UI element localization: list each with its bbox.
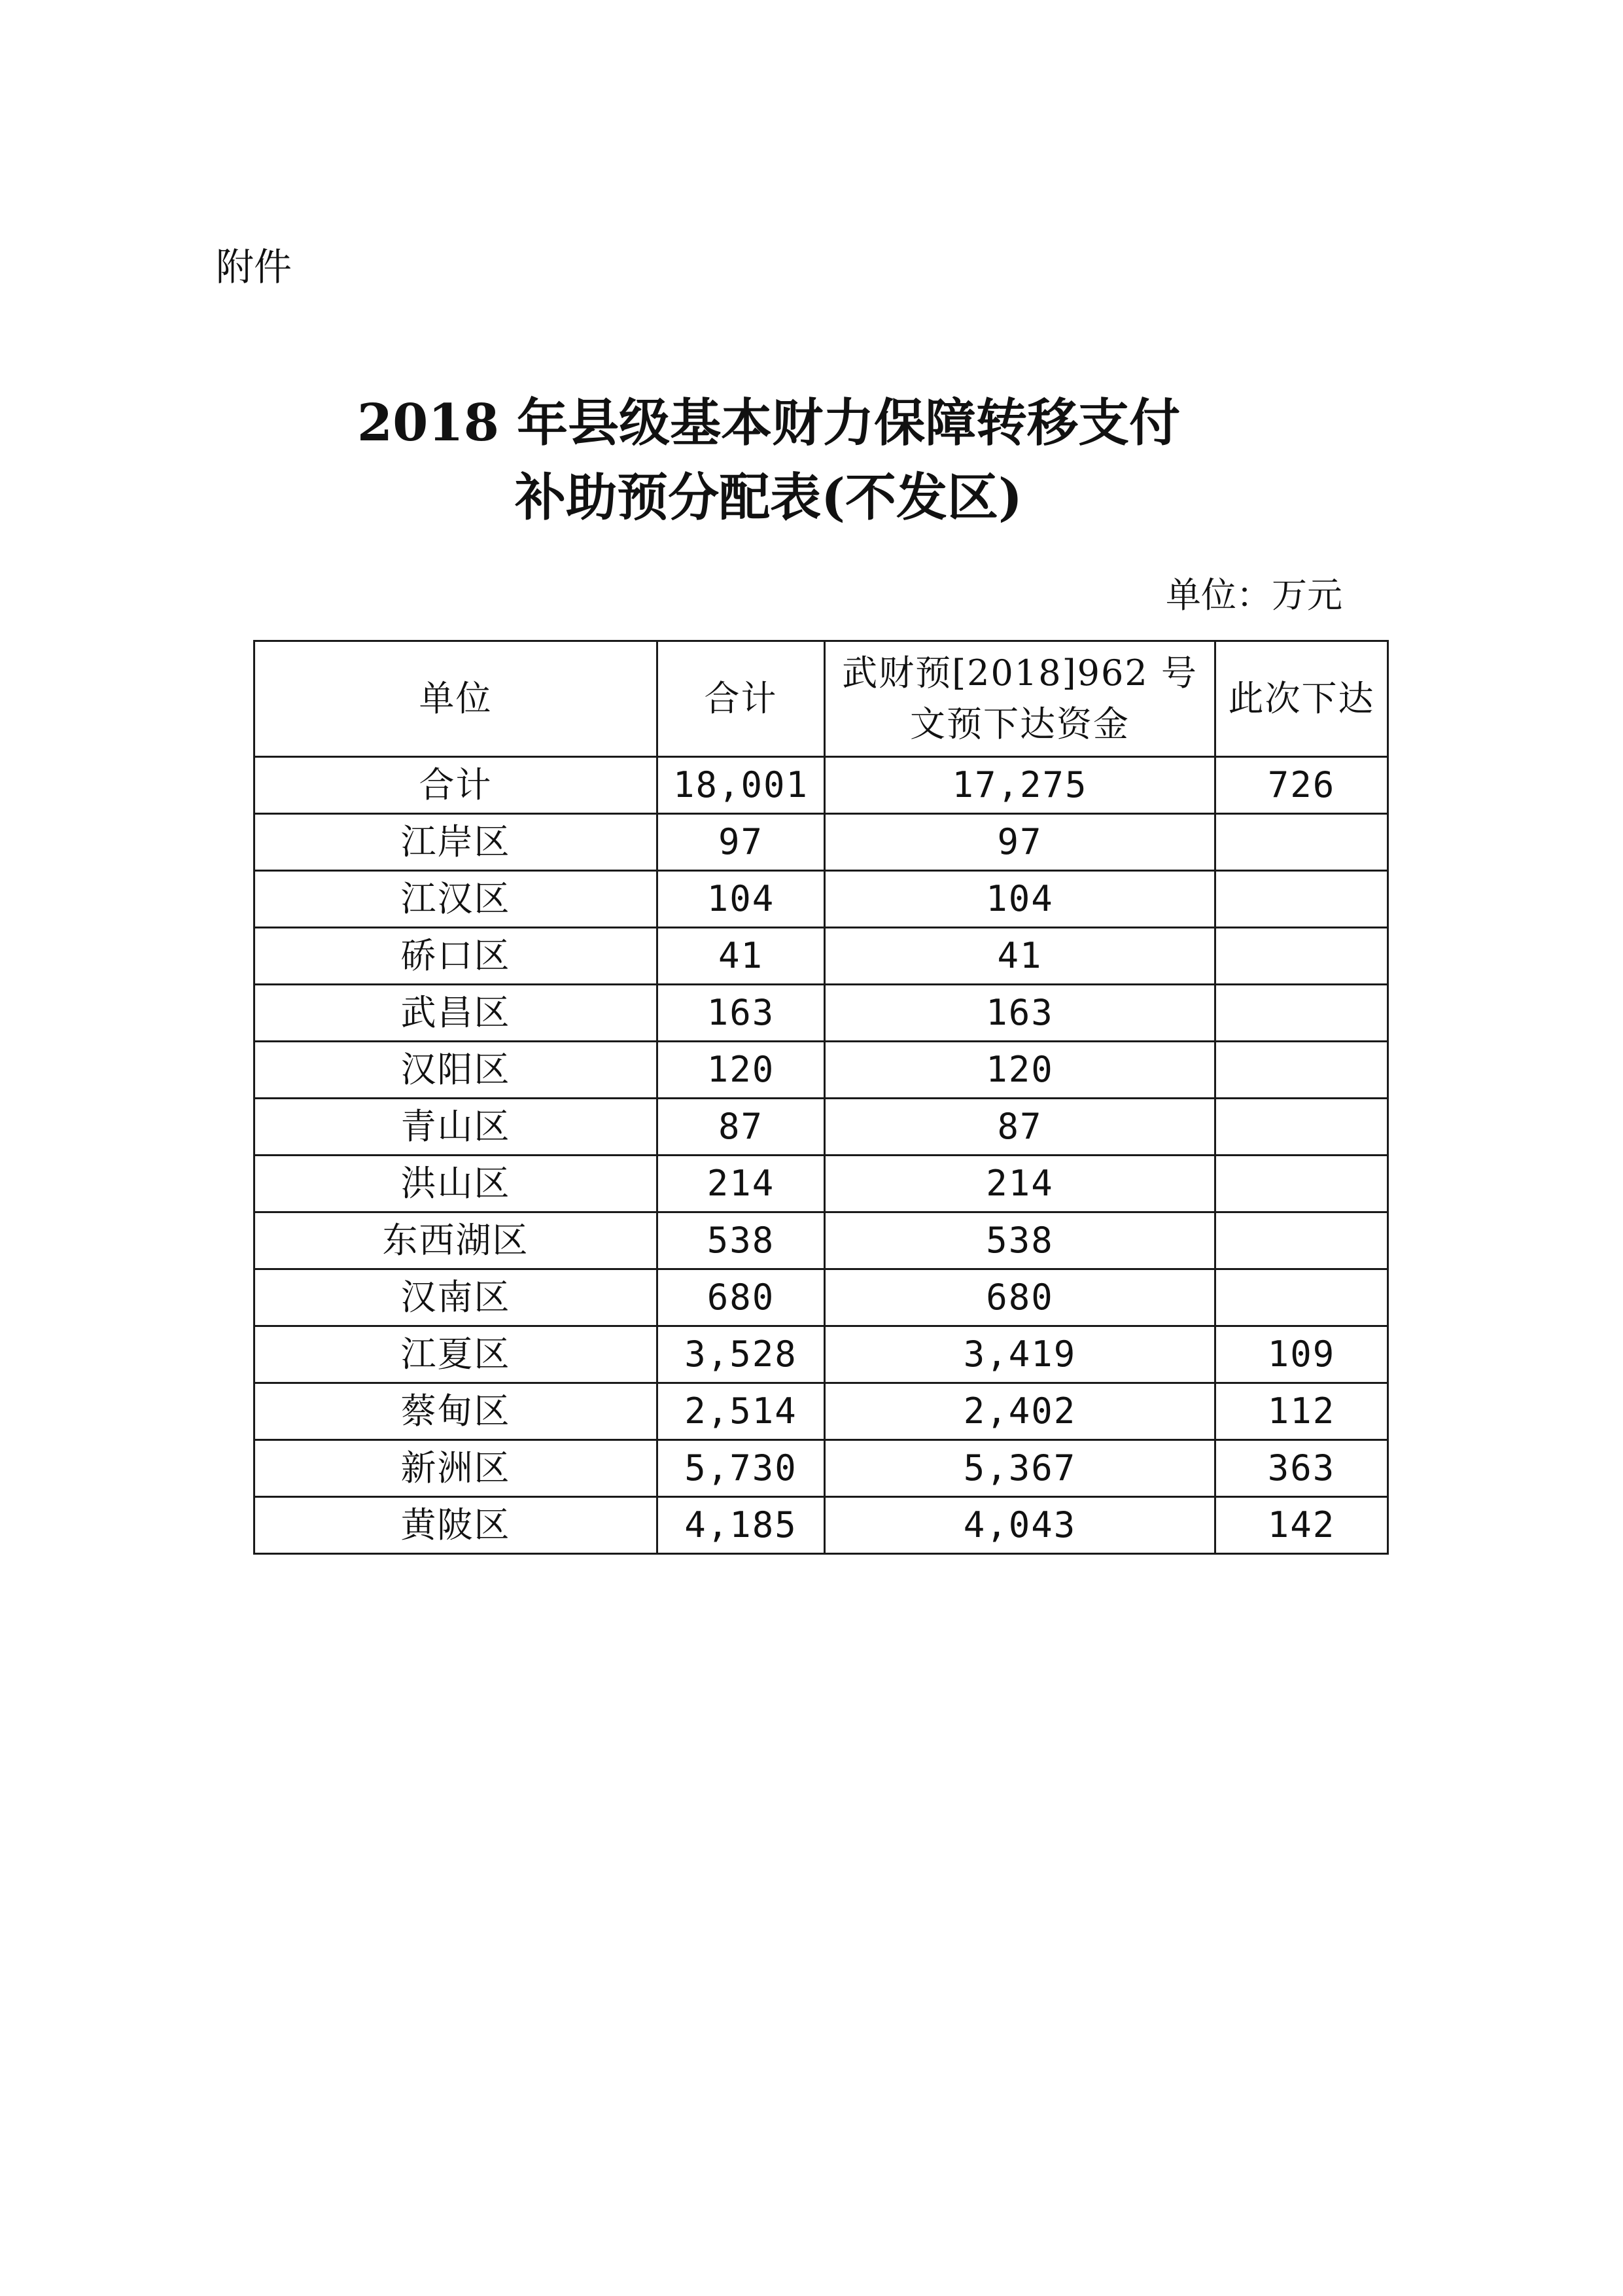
cell-pre-allocated: 41 bbox=[825, 928, 1215, 985]
cell-unit: 青山区 bbox=[254, 1099, 657, 1156]
cell-this-allocation bbox=[1215, 814, 1388, 871]
table-row bbox=[254, 1383, 1388, 1440]
cell-this-allocation: 112 bbox=[1215, 1383, 1388, 1440]
cell-this-allocation bbox=[1215, 1269, 1388, 1326]
cell-unit: 蔡甸区 bbox=[254, 1383, 657, 1440]
title-line-1: 2018 年县级基本财力保障转移支付 bbox=[357, 393, 1181, 453]
cell-pre-allocated: 104 bbox=[825, 871, 1215, 928]
unit-label: 单位：万元 bbox=[1166, 574, 1342, 616]
header-pre-allocated: 武财预[2018]962 号文预下达资金 bbox=[825, 641, 1215, 757]
cell-this-allocation: 142 bbox=[1215, 1497, 1388, 1554]
cell-total: 3,528 bbox=[657, 1326, 825, 1383]
cell-unit: 江岸区 bbox=[254, 814, 657, 871]
cell-unit: 硚口区 bbox=[254, 928, 657, 985]
table-row bbox=[254, 1497, 1388, 1554]
cell-this-allocation bbox=[1215, 928, 1388, 985]
cell-total: 163 bbox=[657, 985, 825, 1042]
cell-total: 4,185 bbox=[657, 1497, 825, 1554]
title-line-2: 补助预分配表(不发区) bbox=[515, 468, 1022, 527]
cell-pre-allocated: 5,367 bbox=[825, 1440, 1215, 1497]
cell-unit: 合计 bbox=[254, 757, 657, 814]
cell-pre-allocated: 17,275 bbox=[825, 757, 1215, 814]
cell-total: 120 bbox=[657, 1042, 825, 1099]
header-unit: 单位 bbox=[254, 641, 657, 757]
cell-pre-allocated: 97 bbox=[825, 814, 1215, 871]
cell-total: 104 bbox=[657, 871, 825, 928]
cell-unit: 汉阳区 bbox=[254, 1042, 657, 1099]
document-title bbox=[249, 386, 1289, 535]
cell-pre-allocated: 4,043 bbox=[825, 1497, 1215, 1554]
cell-unit: 新洲区 bbox=[254, 1440, 657, 1497]
table-header bbox=[254, 641, 1388, 757]
cell-pre-allocated: 163 bbox=[825, 985, 1215, 1042]
cell-this-allocation: 726 bbox=[1215, 757, 1388, 814]
cell-pre-allocated: 680 bbox=[825, 1269, 1215, 1326]
cell-total: 5,730 bbox=[657, 1440, 825, 1497]
cell-pre-allocated: 120 bbox=[825, 1042, 1215, 1099]
cell-unit: 江夏区 bbox=[254, 1326, 657, 1383]
cell-total: 18,001 bbox=[657, 757, 825, 814]
table-row bbox=[254, 1269, 1388, 1326]
cell-total: 680 bbox=[657, 1269, 825, 1326]
cell-total: 97 bbox=[657, 814, 825, 871]
table-row bbox=[254, 871, 1388, 928]
cell-this-allocation: 363 bbox=[1215, 1440, 1388, 1497]
cell-this-allocation bbox=[1215, 985, 1388, 1042]
cell-this-allocation bbox=[1215, 1156, 1388, 1212]
cell-total: 41 bbox=[657, 928, 825, 985]
table-row bbox=[254, 1326, 1388, 1383]
header-this-allocation: 此次下达 bbox=[1215, 641, 1388, 757]
table-row bbox=[254, 1440, 1388, 1497]
header-row bbox=[254, 641, 1388, 757]
cell-pre-allocated: 87 bbox=[825, 1099, 1215, 1156]
cell-unit: 洪山区 bbox=[254, 1156, 657, 1212]
table-row bbox=[254, 928, 1388, 985]
table-body bbox=[254, 757, 1388, 1554]
cell-this-allocation bbox=[1215, 1042, 1388, 1099]
table-row bbox=[254, 1212, 1388, 1269]
cell-unit: 黄陂区 bbox=[254, 1497, 657, 1554]
cell-unit: 江汉区 bbox=[254, 871, 657, 928]
cell-this-allocation bbox=[1215, 871, 1388, 928]
cell-this-allocation: 109 bbox=[1215, 1326, 1388, 1383]
table-row bbox=[254, 1156, 1388, 1212]
table-row bbox=[254, 1042, 1388, 1099]
table-row bbox=[254, 1099, 1388, 1156]
table-row bbox=[254, 985, 1388, 1042]
table-row-total bbox=[254, 757, 1388, 814]
allocation-table bbox=[253, 640, 1389, 1555]
cell-pre-allocated: 214 bbox=[825, 1156, 1215, 1212]
cell-total: 2,514 bbox=[657, 1383, 825, 1440]
cell-total: 538 bbox=[657, 1212, 825, 1269]
cell-pre-allocated: 3,419 bbox=[825, 1326, 1215, 1383]
cell-this-allocation bbox=[1215, 1212, 1388, 1269]
cell-unit: 东西湖区 bbox=[254, 1212, 657, 1269]
cell-total: 214 bbox=[657, 1156, 825, 1212]
cell-unit: 汉南区 bbox=[254, 1269, 657, 1326]
cell-this-allocation bbox=[1215, 1099, 1388, 1156]
cell-unit: 武昌区 bbox=[254, 985, 657, 1042]
cell-pre-allocated: 538 bbox=[825, 1212, 1215, 1269]
cell-pre-allocated: 2,402 bbox=[825, 1383, 1215, 1440]
cell-total: 87 bbox=[657, 1099, 825, 1156]
attachment-label: 附件 bbox=[216, 245, 292, 289]
table-row bbox=[254, 814, 1388, 871]
header-total: 合计 bbox=[657, 641, 825, 757]
